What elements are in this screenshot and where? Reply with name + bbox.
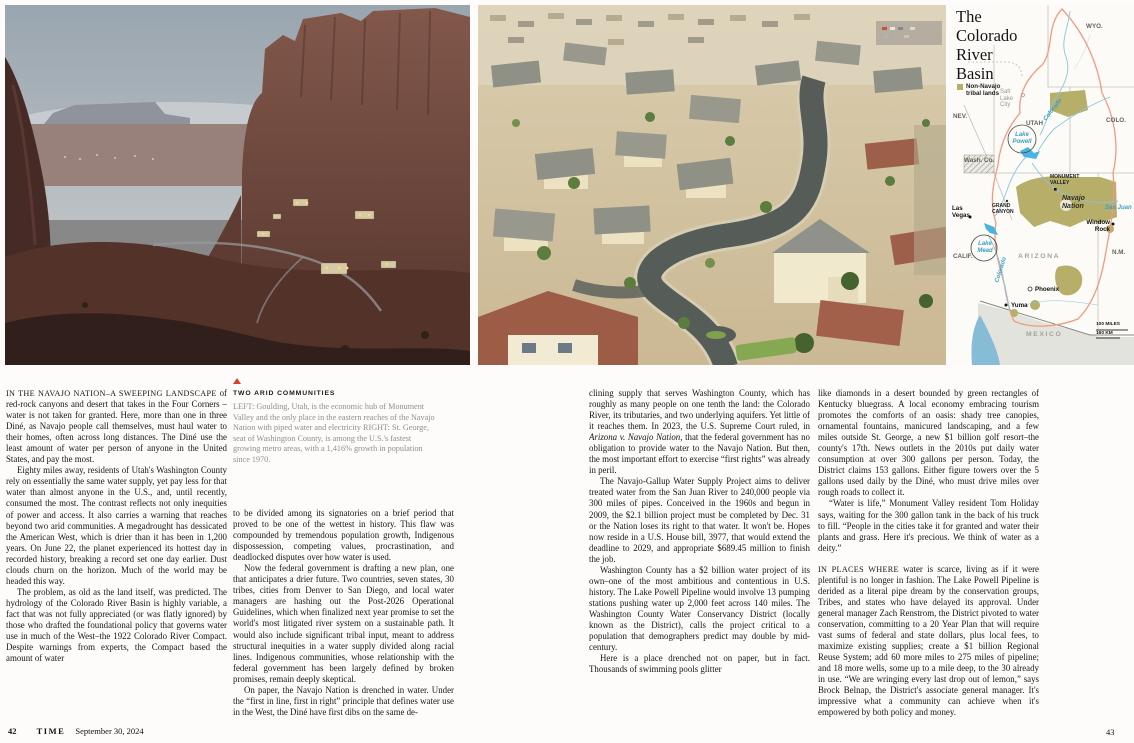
paragraph-text: Here is a place drenched not on paper, but in fact. Thousands of swimming pools glitter (589, 653, 810, 675)
paragraph-text: Now the federal government is drafting a new plan, one that anticipates a drier future. Two countries, seven states, 30 tribes, cities from Denver to San Diego, and local water managers are hashing out the Post-2026 Operational Guidelines, which when finalized next year promise to set the world's most litigated river system on a sustainable path. It would also include significant tribal input, meant to address structural inequities in a water supply divided along racial lines. Indigenous communities, whose relationship with the federal government has been largely defined by broken promises, remain deeply skeptical. (233, 563, 454, 684)
tribal-lands-swatch (957, 84, 963, 90)
map-title-line: Colorado (956, 26, 1018, 45)
magazine-name: TIME (36, 726, 66, 736)
paragraph (589, 388, 810, 476)
photo-monument-valley (5, 5, 470, 365)
map-label-colorado-river: Colorado (1042, 97, 1064, 123)
photo-caption (233, 378, 439, 466)
smallcaps-lead: IN THE NAVAJO NATION–A SWEEPING LANDSCAPE (6, 389, 217, 398)
caption-kicker: TWO ARID COMMUNITIES (233, 390, 336, 397)
caption-body: LEFT: Goulding, Utah, is the economic hub of Monument Valley and the only place in the eastern reaches of the Navajo Nation with piped water and electricity RIGHT: St. George, seat of Washington County, is among the U.S.'s fastest growing metro areas, with a 1,416% growth in population since 1970. (233, 402, 435, 464)
parking-lot (876, 21, 942, 45)
article-column-1 (6, 388, 227, 718)
paragraph (818, 498, 1039, 553)
article-column-3 (589, 388, 810, 718)
map-label-las-vegas: Las Vegas (952, 205, 970, 219)
map-label-lake-powell: Lake Powell (1012, 132, 1032, 145)
paragraph (233, 685, 454, 718)
map-title-line: River (956, 45, 993, 64)
paragraph (6, 587, 227, 664)
issue-date: September 30, 2024 (75, 726, 144, 736)
page-number-right: 43 (1106, 727, 1115, 737)
footer-left (8, 726, 144, 736)
map-scale-km: 160 KM (1096, 331, 1113, 336)
monument-valley-art (5, 5, 470, 365)
smallcaps-lead: IN PLACES WHERE (818, 564, 899, 574)
article-column-4 (818, 388, 1039, 718)
map-label-wash-co: Wash. Co. (964, 157, 995, 164)
paragraph-text: On paper, the Navajo Nation is drenched in water. Under the “first in line, first in right” principle that defines water use in the West, the Diné have first dibs on the same de- (233, 684, 454, 717)
paragraph-text: The problem, as old as the land itself, was predicted. The hydrology of the Colorado River Basin is highly variable, a fact that was not fully appreciated (or was flatly ignored) by those who drafted the foundational policy that governs water use in much of the West–the 1922 Colorado River Compact. Despite warnings from experts, the Compact based the amount of water (6, 586, 227, 664)
paragraph-text: The Navajo-Gallup Water Supply Project aims to deliver treated water from the San Juan River to 240,000 people via 300 miles of pipes. Conceived in the 1960s and begun in 2009, the $2.1 billion project must be completed by Dec. 31 or the Nation loses its right to that water. It won't be. Hopes now reside in a U.S. House bill, 3977, that would extend the deadline to 2029, and appropriate $689.45 million to finish the job. (589, 476, 810, 564)
map-label-window-rock: Window Rock (1086, 219, 1110, 233)
legend-label: Non-Navajo tribal lands (966, 83, 1001, 97)
map-label-wyoming: WYO. (1086, 23, 1103, 30)
paragraph (233, 563, 454, 685)
paragraph (6, 388, 227, 465)
map-colorado-river-basin (950, 5, 1134, 365)
paragraph (6, 465, 227, 587)
map-label-mexico: MEXICO (1026, 331, 1063, 338)
red-triangle-marker-icon (233, 378, 241, 384)
paragraph-text: water is scarce, living as if it were plentiful is no longer in fashion. The Lake Powell Pipeline is derided as a literal pipe dream by the conservation groups, Tribes, and states who have delayed its approval. Under general manager Zach Renstrom, the District pivoted to water conservation, committing to a 20 Year Plan that will require vast sums of federal and state dollars, plus local fees, to maximize existing supplies; create a $1 billion Regional Reuse System; add 60 more miles to 275 miles of pipeline; and 18 more wells, some up to a mile deep, to the 30 already in use. “We are wringing every last drop out of lemon,” says Brock Belnap, the District's associate general manager. It's impressive what a community can achieve when it's empowered by both policy and money. (818, 563, 1039, 718)
map-label-lake-mead: Lake Mead (977, 241, 993, 254)
map-title-line: The (956, 7, 982, 26)
paragraph-text: “Water is life,” Monument Valley resident Tom Holiday says, waiting for the 300 gallon tank in the back of his truck to fill. “People in the cities take it for granted and water their plants and grass. Here it's precious. We think of water as a deity.” (818, 498, 1039, 553)
map-label-monument-valley: MONUMENT VALLEY (1050, 174, 1080, 186)
paragraph (818, 388, 1039, 498)
paragraph-text: clining supply that serves Washington County, which has roughly as many people on one tenth the land: the Colorado River, its tributaries, and two underlying aquifers. Yet little of it reaches them. In 2023, the U.S. Supreme Court ruled, in (589, 388, 810, 432)
paragraph-text: of red-rock canyons and desert that takes in the Four Corners – water is not taken for granted. Here, more than one in three Diné, as Navajo people call themselves, must haul water to their homes, often across long distances. The Diné use the least amount of water per person of anyone in the United States, and pay the most. (6, 388, 227, 465)
paragraph-text: to be divided among its signatories on a brief period that proved to be one of the wettest in history. This flaw was compounded by tremendous population growth, Indigenous dispossession, competing values, procrastination, and deadlocked disputes over how water is used. (233, 508, 454, 563)
paragraph (818, 564, 1039, 718)
paragraph (589, 565, 810, 653)
map-label-navajo-nation: Navajo Nation (1062, 195, 1085, 210)
map-label-california: CALIF. (953, 253, 973, 260)
map-label-colorado-river-lower: Colorado (994, 256, 1009, 284)
map-label-colorado: COLO. (1106, 117, 1126, 124)
paragraph (589, 476, 810, 564)
map-scale-miles: 100 MILES (1096, 322, 1120, 327)
paragraph-text: Eighty miles away, residents of Utah's Washington County rely on essentially the same water supply, yet pay less for that water than almost anyone in the U.S., and, until recently, consumed the most. The contrast reflects not only inequities of power and access. It also carries a warning that reaches beyond two arid communities. A megadrought has dessicated the American West, which is drier than it has been in 1,200 years. On June 22, the planet experienced its hottest day in recorded history, breaking a record set one day earlier. Dust clouds churn on the horizon. Much of the world may be headed this way. (6, 465, 227, 586)
map-label-new-mexico: N.M. (1112, 249, 1126, 256)
paragraph-text: Washington County has a $2 billion water project of its own–one of the most ambitious and contentious in U.S. history. The Lake Powell Pipeline would involve 13 pumping stations pushing water up 2,000 feet across 140 miles. The Washington County Water Conservancy District (locally known as the District), calls the project critical to a population that demographers predict may double by mid-century. (589, 564, 810, 653)
paragraph (233, 508, 454, 563)
map-label-arizona: ARIZONA (1018, 253, 1061, 260)
map-label-phoenix: Phoenix (1035, 286, 1060, 293)
page-number-left: 42 (8, 726, 17, 736)
paragraph-text: like diamonds in a desert bounded by green rectangles of Kentucky bluegrass. A local economy embracing tourism promotes the comforts of an oasis: shady tree canopies, ornamental fountains, manicured landscaping, and a few miles outside St. George, a new $1 billion golf resort–the county's 17th. News outlets in the 2010s put daily water consumption at over 300 gallons per person. Today, the District claims 153 gallons. Either figure towers over the 5 gallons used daily by the Diné, who must drive miles over rough roads to collect it. (818, 388, 1039, 498)
map-label-salt-lake-city: Salt Lake City (1000, 89, 1014, 108)
map-label-nevada: NEV. (953, 113, 968, 120)
map-title (956, 7, 1017, 83)
photo-st-george-aerial (478, 5, 946, 365)
map-label-san-juan: San Juan (1105, 205, 1132, 211)
paragraph-text: that the federal government has no obligation to provide water to the Navajo Nation. But then, the most important effort to exercise “first rights” was already in peril. (589, 432, 810, 476)
map-label-utah: UTAH (1026, 120, 1044, 127)
suburb-aerial-art (478, 5, 946, 365)
map-title-line: Basin (956, 64, 994, 83)
map-label-grand-canyon: GRAND CANYON (992, 203, 1014, 215)
map-label-yuma: Yuma (1011, 302, 1028, 309)
article-column-2 (233, 508, 454, 718)
paragraph (589, 653, 810, 675)
case-name-italic: Arizona v. Navajo Nation, (589, 432, 683, 443)
